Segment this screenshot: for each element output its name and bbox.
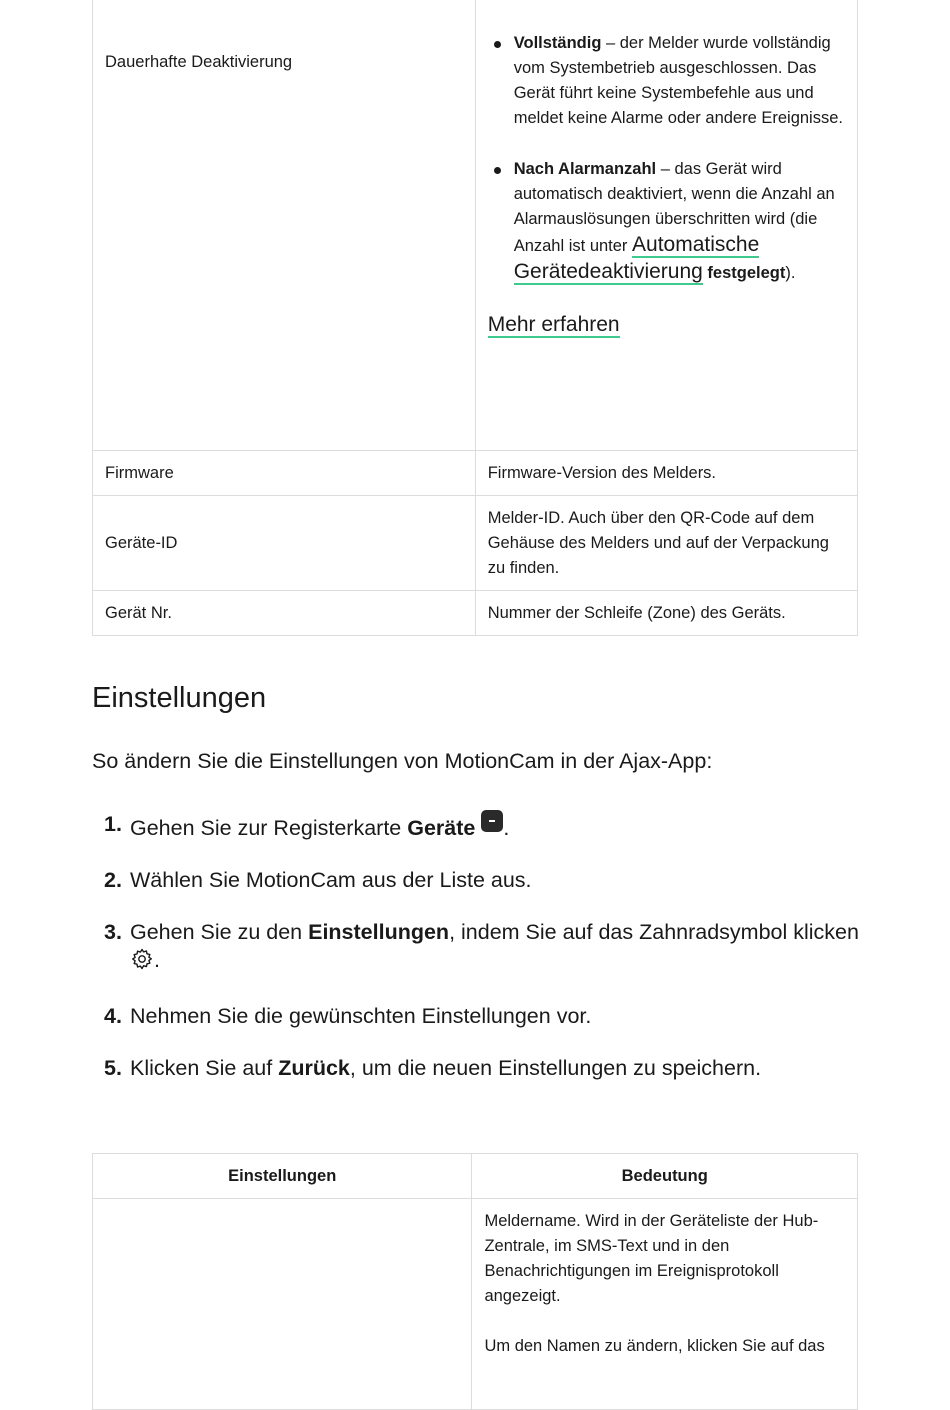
- setting-description: Meldername. Wird in der Geräteliste der Hub-Zentrale, im SMS-Text und in den Benachrichtigungen im Ereignisprotokoll angezeigt.: [484, 1212, 819, 1305]
- table-row: [93, 451, 858, 496]
- step-emphasis: Zurück: [278, 1056, 350, 1080]
- step-text: , indem Sie auf das Zahnradsymbol klicken: [449, 920, 859, 944]
- list-item: [514, 31, 845, 131]
- learn-more-link[interactable]: Mehr erfahren: [487, 313, 620, 336]
- option-description: – das Gerät wird automatisch deaktiviert, wenn die Anzahl an Alarmauslösungen überschritten wird (die Anzahl ist unter: [513, 160, 835, 255]
- list-item: [514, 157, 845, 286]
- option-description: – der Melder wurde vollständig vom Systembetrieb ausgeschlossen. Das Gerät führt keine Systembefehle aus und meldet keine Alarme oder andere Ereignisse.: [513, 34, 843, 127]
- step-emphasis: Einstellungen: [308, 920, 450, 944]
- table-cell-value: [472, 1199, 858, 1410]
- list-item: [104, 866, 864, 894]
- step-text: Klicken Sie auf: [130, 1056, 279, 1080]
- list-item: [104, 918, 864, 978]
- settings-table: [92, 1153, 858, 1410]
- table-cell-label: Dauerhafte Deaktivierung: [93, 0, 476, 451]
- step-text: Nehmen Sie die gewünschten Einstellungen vor.: [130, 1004, 592, 1028]
- table-cell-value: Firmware-Version des Melders.: [475, 451, 857, 496]
- table-header-row: [93, 1154, 858, 1199]
- column-header-meaning: Bedeutung: [472, 1154, 858, 1199]
- setting-description-continued: Um den Namen zu ändern, klicken Sie auf das: [484, 1337, 825, 1355]
- table-row: [93, 591, 858, 636]
- devices-tab-icon: [481, 810, 503, 832]
- step-end: .: [503, 816, 510, 840]
- device-states-table: [92, 0, 858, 636]
- table-row: [93, 0, 858, 451]
- step-number: 4.: [104, 1004, 122, 1028]
- list-item: [104, 1054, 864, 1082]
- option-suffix: festgelegt: [702, 264, 786, 282]
- steps-list: [104, 810, 864, 1106]
- step-text: , um die neuen Einstellungen zu speichern.: [349, 1056, 762, 1080]
- table-cell-value: [475, 0, 857, 451]
- step-text: Wählen Sie MotionCam aus der Liste aus.: [130, 868, 532, 892]
- deactivation-options-list: [488, 31, 845, 286]
- section-intro: So ändern Sie die Einstellungen von MotionCam in der Ajax-App:: [92, 749, 713, 773]
- table-cell-value: Melder-ID. Auch über den QR-Code auf dem Gehäuse des Melders und auf der Verpackung zu finden.: [475, 496, 857, 591]
- step-number: 3.: [104, 920, 122, 944]
- step-number: 5.: [104, 1056, 122, 1080]
- step-text: Gehen Sie zu den: [130, 920, 309, 944]
- table-cell-label: Firmware: [93, 451, 476, 496]
- list-item: [104, 1002, 864, 1030]
- table-cell-label: [93, 1199, 472, 1410]
- column-header-settings: Einstellungen: [93, 1154, 472, 1199]
- step-number: 1.: [104, 812, 122, 836]
- option-title: Vollständig: [513, 34, 602, 52]
- table-row: [93, 1199, 858, 1410]
- section-heading: Einstellungen: [92, 682, 267, 714]
- step-text: Gehen Sie zur Registerkarte: [130, 816, 408, 840]
- list-item: [104, 810, 864, 842]
- option-title: Nach Alarmanzahl: [513, 160, 657, 178]
- gear-icon: [130, 947, 154, 978]
- table-cell-label: Gerät Nr.: [93, 591, 476, 636]
- table-cell-value: Nummer der Schleife (Zone) des Geräts.: [475, 591, 857, 636]
- auto-deactivation-link[interactable]: Automatische Gerätedeaktivierung: [513, 233, 760, 283]
- table-row: [93, 496, 858, 591]
- option-end: ).: [785, 264, 796, 282]
- step-number: 2.: [104, 868, 122, 892]
- step-emphasis: Geräte: [407, 816, 476, 840]
- step-end: .: [154, 948, 160, 972]
- table-cell-label: Geräte-ID: [93, 496, 476, 591]
